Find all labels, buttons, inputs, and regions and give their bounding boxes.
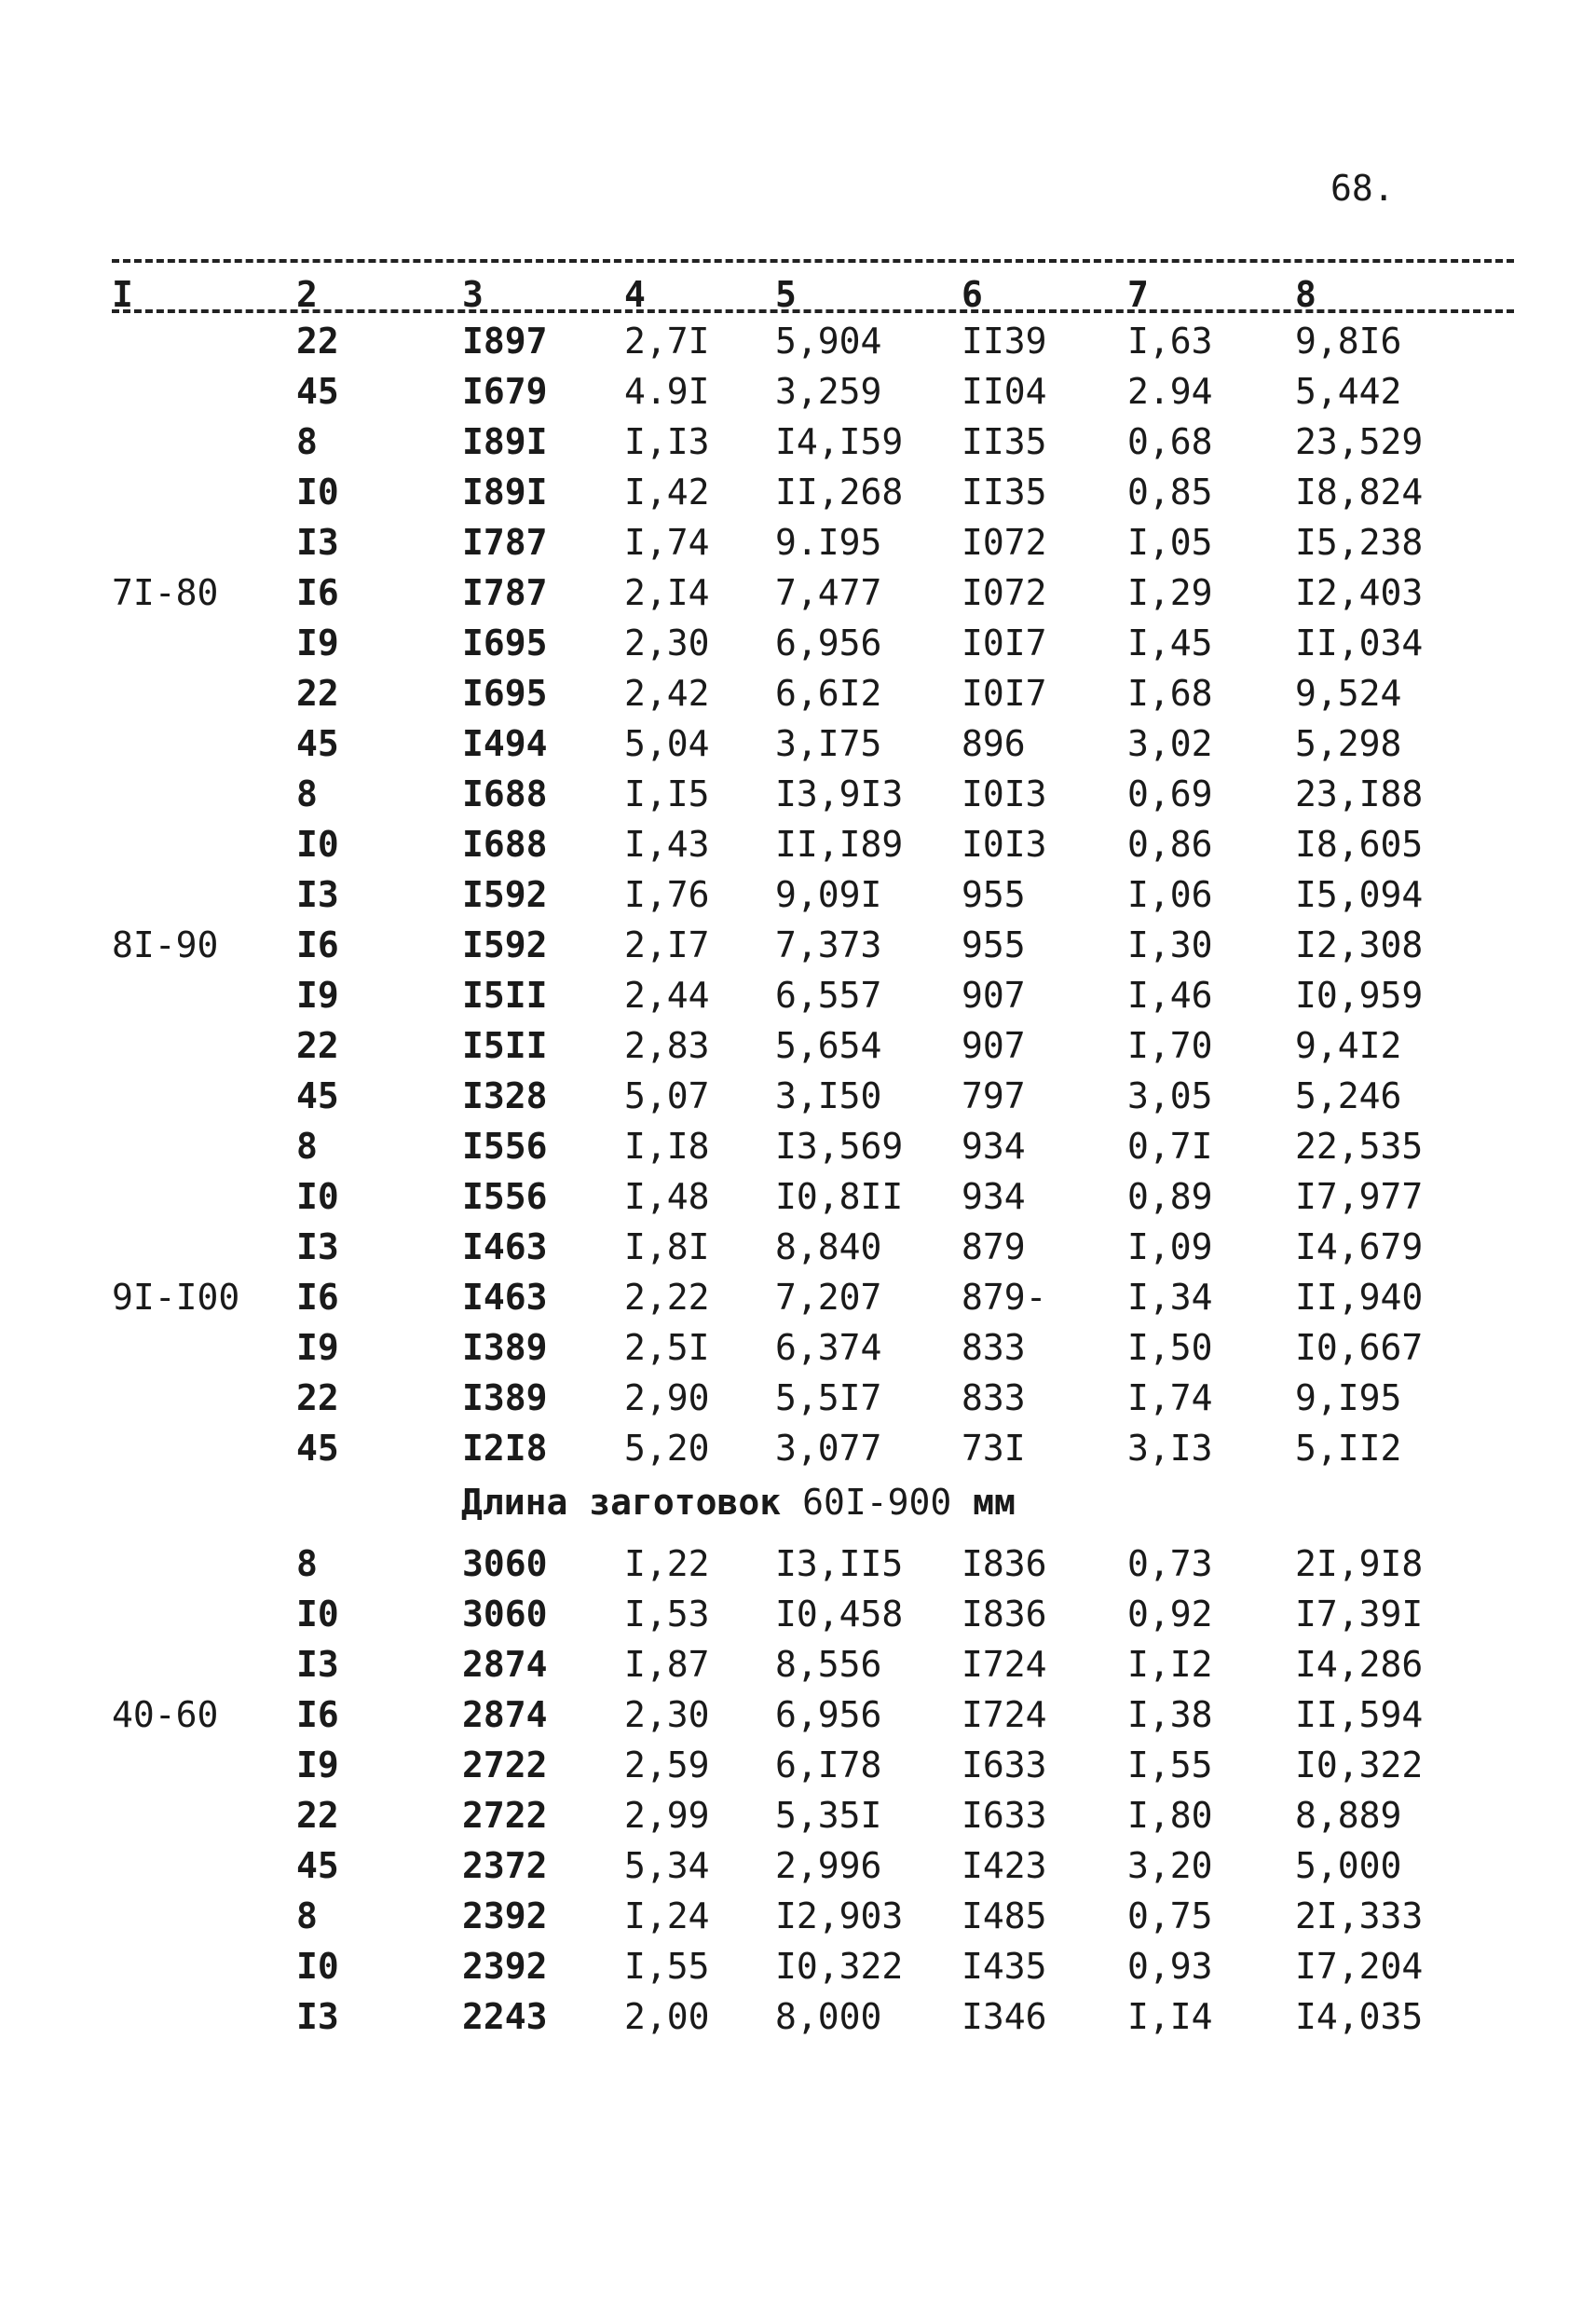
table-cell-col3: I897 bbox=[462, 321, 548, 362]
table-cell-col7: I,29 bbox=[1127, 572, 1213, 613]
table-cell-col4: I,I5 bbox=[624, 773, 710, 814]
table-cell-col4: 2,I4 bbox=[624, 572, 710, 613]
table-row bbox=[0, 719, 1596, 770]
table-row bbox=[0, 518, 1596, 568]
table-row bbox=[0, 468, 1596, 518]
table-cell-col7: I,I4 bbox=[1127, 1996, 1213, 2037]
table-cell-col8: I8,824 bbox=[1295, 472, 1424, 513]
table-cell-col2: I0 bbox=[296, 472, 339, 513]
table-cell-col2: I3 bbox=[296, 874, 339, 915]
table-cell-col3: I592 bbox=[462, 874, 548, 915]
table-row bbox=[0, 971, 1596, 1021]
table-cell-col6: 955 bbox=[962, 924, 1026, 965]
table-cell-col8: I2,308 bbox=[1295, 924, 1424, 965]
table-cell-col4: 2,30 bbox=[624, 622, 710, 664]
table-cell-col6: I346 bbox=[962, 1996, 1047, 2037]
table-cell-col5: 6,557 bbox=[775, 975, 882, 1016]
table-cell-col7: 2.94 bbox=[1127, 371, 1213, 412]
table-cell-col8: I7,977 bbox=[1295, 1176, 1424, 1217]
table-row bbox=[0, 1892, 1596, 1942]
section-title-label: Длина заготовок bbox=[461, 1482, 782, 1523]
table-cell-col6: 934 bbox=[962, 1126, 1026, 1167]
table-cell-col4: 4.9I bbox=[624, 371, 710, 412]
table-cell-col8: 8,889 bbox=[1295, 1795, 1402, 1836]
table-cell-col3: I389 bbox=[462, 1327, 548, 1368]
table-cell-col7: 0,68 bbox=[1127, 421, 1213, 462]
table-cell-col2: 45 bbox=[296, 1845, 339, 1886]
table-cell-col6: I423 bbox=[962, 1845, 1047, 1886]
table-cell-col3: 2722 bbox=[462, 1795, 548, 1836]
table-cell-col7: 3,02 bbox=[1127, 723, 1213, 764]
table-cell-col8: I5,094 bbox=[1295, 874, 1424, 915]
table-cell-col6: I0I3 bbox=[962, 824, 1047, 865]
table-cell-col6: I836 bbox=[962, 1594, 1047, 1635]
table-cell-col6: I724 bbox=[962, 1694, 1047, 1735]
table-cell-col4: 2,59 bbox=[624, 1744, 710, 1785]
table-cell-col6: 907 bbox=[962, 975, 1026, 1016]
table-cell-col2: 45 bbox=[296, 1075, 339, 1116]
table-cell-col6: I0I7 bbox=[962, 673, 1047, 714]
table-cell-col4: 2,00 bbox=[624, 1996, 710, 2037]
table-cell-col2: 22 bbox=[296, 673, 339, 714]
table-cell-col7: I,46 bbox=[1127, 975, 1213, 1016]
table-cell-col2: 22 bbox=[296, 321, 339, 362]
table-cell-col3: I688 bbox=[462, 824, 548, 865]
table-cell-col8: 5,298 bbox=[1295, 723, 1402, 764]
table-cell-col6: 833 bbox=[962, 1327, 1026, 1368]
table-cell-col3: I89I bbox=[462, 421, 548, 462]
table-cell-col4: I,24 bbox=[624, 1895, 710, 1936]
data-table-part2 bbox=[0, 1539, 1596, 2043]
table-cell-col4: I,76 bbox=[624, 874, 710, 915]
table-cell-col6: I435 bbox=[962, 1946, 1047, 1987]
table-row bbox=[0, 619, 1596, 669]
table-cell-col2: 8 bbox=[296, 1543, 318, 1584]
table-cell-col3: I463 bbox=[462, 1226, 548, 1267]
table-cell-col8: II,034 bbox=[1295, 622, 1424, 664]
table-cell-col2: I0 bbox=[296, 1176, 339, 1217]
table-cell-col8: 9,I95 bbox=[1295, 1377, 1402, 1418]
section-title-range: 60I-900 bbox=[802, 1482, 952, 1523]
table-cell-col4: 2,7I bbox=[624, 321, 710, 362]
table-cell-col8: II,594 bbox=[1295, 1694, 1424, 1735]
table-cell-col3: 2874 bbox=[462, 1644, 548, 1685]
column-header-3: 3 bbox=[462, 274, 484, 315]
table-cell-col7: I,80 bbox=[1127, 1795, 1213, 1836]
table-row bbox=[0, 770, 1596, 820]
column-header-6: 6 bbox=[962, 274, 983, 315]
table-cell-col8: 23,I88 bbox=[1295, 773, 1424, 814]
table-cell-col7: 0,73 bbox=[1127, 1543, 1213, 1584]
table-cell-col8: I4,679 bbox=[1295, 1226, 1424, 1267]
table-cell-col8: 9,8I6 bbox=[1295, 321, 1402, 362]
table-cell-col2: I9 bbox=[296, 1327, 339, 1368]
table-cell-col6: 833 bbox=[962, 1377, 1026, 1418]
table-cell-col4: I,87 bbox=[624, 1644, 710, 1685]
table-cell-col3: I679 bbox=[462, 371, 548, 412]
table-cell-col5: 6,I78 bbox=[775, 1744, 882, 1785]
table-cell-col7: I,45 bbox=[1127, 622, 1213, 664]
table-cell-col5: 3,259 bbox=[775, 371, 882, 412]
table-cell-col6: I724 bbox=[962, 1644, 1047, 1685]
table-cell-col3: I787 bbox=[462, 522, 548, 563]
table-cell-col5: I3,569 bbox=[775, 1126, 904, 1167]
table-cell-col2: I9 bbox=[296, 975, 339, 1016]
table-cell-col3: 2392 bbox=[462, 1946, 548, 1987]
table-cell-col2: I0 bbox=[296, 1946, 339, 1987]
table-cell-col6: II35 bbox=[962, 472, 1047, 513]
column-header-5: 5 bbox=[775, 274, 797, 315]
table-cell-col8: II,940 bbox=[1295, 1277, 1424, 1318]
table-cell-col2: I0 bbox=[296, 1594, 339, 1635]
table-cell-col2: 8 bbox=[296, 773, 318, 814]
table-row bbox=[0, 1122, 1596, 1172]
table-cell-col3: 2243 bbox=[462, 1996, 548, 2037]
column-header-1: I bbox=[112, 274, 133, 315]
table-cell-col6: 879 bbox=[962, 1226, 1026, 1267]
table-cell-col5: 2,996 bbox=[775, 1845, 882, 1886]
table-cell-col5: 5,654 bbox=[775, 1025, 882, 1066]
table-cell-col8: I4,035 bbox=[1295, 1996, 1424, 2037]
table-cell-col7: 3,20 bbox=[1127, 1845, 1213, 1886]
table-cell-col5: 6,374 bbox=[775, 1327, 882, 1368]
table-cell-col2: I9 bbox=[296, 1744, 339, 1785]
table-cell-col5: 6,6I2 bbox=[775, 673, 882, 714]
table-row bbox=[0, 367, 1596, 417]
table-cell-col3: I2I8 bbox=[462, 1428, 548, 1469]
table-cell-col5: 3,I50 bbox=[775, 1075, 882, 1116]
table-cell-col5: 6,956 bbox=[775, 622, 882, 664]
table-cell-col4: 5,07 bbox=[624, 1075, 710, 1116]
table-row bbox=[0, 1223, 1596, 1273]
table-cell-col3: I5II bbox=[462, 975, 548, 1016]
table-cell-col8: I2,403 bbox=[1295, 572, 1424, 613]
table-cell-col3: I688 bbox=[462, 773, 548, 814]
table-cell-col8: 5,442 bbox=[1295, 371, 1402, 412]
table-cell-col5: 3,077 bbox=[775, 1428, 882, 1469]
table-cell-col4: 2,30 bbox=[624, 1694, 710, 1735]
table-cell-col6: I0I7 bbox=[962, 622, 1047, 664]
table-cell-col5: I0,458 bbox=[775, 1594, 904, 1635]
table-cell-col7: I,30 bbox=[1127, 924, 1213, 965]
table-cell-col6: I836 bbox=[962, 1543, 1047, 1584]
table-row bbox=[0, 1172, 1596, 1223]
table-cell-col8: I7,204 bbox=[1295, 1946, 1424, 1987]
table-cell-col5: 5,904 bbox=[775, 321, 882, 362]
table-cell-col1: 8I-90 bbox=[112, 924, 219, 965]
table-cell-col6: I072 bbox=[962, 522, 1047, 563]
table-cell-col4: I,22 bbox=[624, 1543, 710, 1584]
table-cell-col5: II,I89 bbox=[775, 824, 904, 865]
table-row bbox=[0, 1992, 1596, 2043]
table-cell-col4: 2,83 bbox=[624, 1025, 710, 1066]
table-cell-col8: 5,246 bbox=[1295, 1075, 1402, 1116]
table-cell-col4: I,I8 bbox=[624, 1126, 710, 1167]
table-cell-col2: I3 bbox=[296, 522, 339, 563]
table-cell-col5: I4,I59 bbox=[775, 421, 904, 462]
table-cell-col8: 5,000 bbox=[1295, 1845, 1402, 1886]
table-cell-col4: 5,34 bbox=[624, 1845, 710, 1886]
table-cell-col8: 5,II2 bbox=[1295, 1428, 1402, 1469]
table-row bbox=[0, 568, 1596, 619]
table-cell-col2: I6 bbox=[296, 924, 339, 965]
table-cell-col5: I0,8II bbox=[775, 1176, 904, 1217]
column-header-2: 2 bbox=[296, 274, 318, 315]
table-row bbox=[0, 1791, 1596, 1841]
table-cell-col3: I695 bbox=[462, 622, 548, 664]
table-cell-col1: 40-60 bbox=[112, 1694, 219, 1735]
table-row bbox=[0, 1072, 1596, 1122]
table-cell-col3: I556 bbox=[462, 1126, 548, 1167]
table-row bbox=[0, 921, 1596, 971]
table-cell-col3: 3060 bbox=[462, 1543, 548, 1584]
column-header-4: 4 bbox=[624, 274, 646, 315]
table-cell-col8: I7,39I bbox=[1295, 1594, 1424, 1635]
table-cell-col8: 2I,9I8 bbox=[1295, 1543, 1424, 1584]
table-row bbox=[0, 1841, 1596, 1892]
table-cell-col6: 955 bbox=[962, 874, 1026, 915]
table-row bbox=[0, 1590, 1596, 1640]
table-cell-col7: 0,69 bbox=[1127, 773, 1213, 814]
table-cell-col6: I485 bbox=[962, 1895, 1047, 1936]
table-cell-col4: I,8I bbox=[624, 1226, 710, 1267]
table-cell-col8: 23,529 bbox=[1295, 421, 1424, 462]
table-cell-col2: I0 bbox=[296, 824, 339, 865]
table-cell-col6: II04 bbox=[962, 371, 1047, 412]
table-cell-col7: I,63 bbox=[1127, 321, 1213, 362]
table-cell-col4: I,48 bbox=[624, 1176, 710, 1217]
table-cell-col5: 9,09I bbox=[775, 874, 882, 915]
table-cell-col8: I4,286 bbox=[1295, 1644, 1424, 1685]
column-header-7: 7 bbox=[1127, 274, 1149, 315]
table-cell-col3: I787 bbox=[462, 572, 548, 613]
table-row bbox=[0, 1424, 1596, 1474]
table-cell-col3: I328 bbox=[462, 1075, 548, 1116]
table-cell-col6: 896 bbox=[962, 723, 1026, 764]
table-row bbox=[0, 1539, 1596, 1590]
table-cell-col3: I5II bbox=[462, 1025, 548, 1066]
table-cell-col8: I0,959 bbox=[1295, 975, 1424, 1016]
table-cell-col7: 0,92 bbox=[1127, 1594, 1213, 1635]
table-cell-col4: 5,20 bbox=[624, 1428, 710, 1469]
table-cell-col8: 2I,333 bbox=[1295, 1895, 1424, 1936]
table-cell-col6: II35 bbox=[962, 421, 1047, 462]
table-cell-col2: 45 bbox=[296, 723, 339, 764]
table-cell-col4: 2,42 bbox=[624, 673, 710, 714]
page-number: 68. bbox=[1330, 168, 1395, 209]
table-cell-col5: 9.I95 bbox=[775, 522, 882, 563]
table-cell-col8: I8,605 bbox=[1295, 824, 1424, 865]
table-cell-col2: 8 bbox=[296, 1126, 318, 1167]
table-row bbox=[0, 1690, 1596, 1741]
table-cell-col7: I,34 bbox=[1127, 1277, 1213, 1318]
table-cell-col3: 2722 bbox=[462, 1744, 548, 1785]
table-cell-col5: 7,207 bbox=[775, 1277, 882, 1318]
table-cell-col5: 7,477 bbox=[775, 572, 882, 613]
table-cell-col7: 0,93 bbox=[1127, 1946, 1213, 1987]
table-cell-col6: 879- bbox=[962, 1277, 1047, 1318]
table-cell-col4: I,43 bbox=[624, 824, 710, 865]
table-cell-col6: II39 bbox=[962, 321, 1047, 362]
table-cell-col8: 9,4I2 bbox=[1295, 1025, 1402, 1066]
column-header-8: 8 bbox=[1295, 274, 1316, 315]
table-cell-col7: 0,7I bbox=[1127, 1126, 1213, 1167]
table-cell-col2: I6 bbox=[296, 572, 339, 613]
table-cell-col5: 6,956 bbox=[775, 1694, 882, 1735]
table-cell-col2: I3 bbox=[296, 1226, 339, 1267]
table-cell-col2: 45 bbox=[296, 371, 339, 412]
table-cell-col4: I,42 bbox=[624, 472, 710, 513]
table-cell-col2: 22 bbox=[296, 1795, 339, 1836]
table-cell-col7: I,09 bbox=[1127, 1226, 1213, 1267]
table-cell-col4: I,55 bbox=[624, 1946, 710, 1987]
table-cell-col7: I,68 bbox=[1127, 673, 1213, 714]
table-cell-col7: 0,89 bbox=[1127, 1176, 1213, 1217]
table-cell-col7: I,I2 bbox=[1127, 1644, 1213, 1685]
table-cell-col6: 907 bbox=[962, 1025, 1026, 1066]
table-cell-col1: 7I-80 bbox=[112, 572, 219, 613]
table-cell-col4: 2,I7 bbox=[624, 924, 710, 965]
section-title bbox=[461, 1482, 1016, 1523]
table-cell-col2: 8 bbox=[296, 1895, 318, 1936]
table-cell-col7: 3,05 bbox=[1127, 1075, 1213, 1116]
table-cell-col7: 0,86 bbox=[1127, 824, 1213, 865]
table-cell-col3: 3060 bbox=[462, 1594, 548, 1635]
table-cell-col8: 9,524 bbox=[1295, 673, 1402, 714]
table-cell-col3: I89I bbox=[462, 472, 548, 513]
table-row bbox=[0, 317, 1596, 367]
table-cell-col1: 9I-I00 bbox=[112, 1277, 240, 1318]
table-cell-col4: 5,04 bbox=[624, 723, 710, 764]
table-cell-col2: I9 bbox=[296, 622, 339, 664]
table-cell-col2: I6 bbox=[296, 1277, 339, 1318]
table-cell-col7: I,38 bbox=[1127, 1694, 1213, 1735]
table-row bbox=[0, 1942, 1596, 1992]
table-row bbox=[0, 1021, 1596, 1072]
table-cell-col3: 2372 bbox=[462, 1845, 548, 1886]
table-cell-col5: 8,556 bbox=[775, 1644, 882, 1685]
table-cell-col5: 7,373 bbox=[775, 924, 882, 965]
table-cell-col2: I3 bbox=[296, 1644, 339, 1685]
table-cell-col7: I,05 bbox=[1127, 522, 1213, 563]
table-cell-col7: I,55 bbox=[1127, 1744, 1213, 1785]
table-cell-col5: 8,000 bbox=[775, 1996, 882, 2037]
table-cell-col3: I556 bbox=[462, 1176, 548, 1217]
table-cell-col3: I592 bbox=[462, 924, 548, 965]
table-cell-col2: 8 bbox=[296, 421, 318, 462]
table-cell-col2: I3 bbox=[296, 1996, 339, 2037]
table-cell-col4: 2,44 bbox=[624, 975, 710, 1016]
table-cell-col4: 2,22 bbox=[624, 1277, 710, 1318]
table-row bbox=[0, 820, 1596, 870]
table-row bbox=[0, 669, 1596, 719]
data-table-part1 bbox=[0, 317, 1596, 1474]
table-cell-col5: I0,322 bbox=[775, 1946, 904, 1987]
table-cell-col6: I072 bbox=[962, 572, 1047, 613]
table-cell-col7: I,74 bbox=[1127, 1377, 1213, 1418]
table-cell-col5: 3,I75 bbox=[775, 723, 882, 764]
table-cell-col8: 22,535 bbox=[1295, 1126, 1424, 1167]
table-cell-col5: 5,35I bbox=[775, 1795, 882, 1836]
table-cell-col7: 0,85 bbox=[1127, 472, 1213, 513]
table-cell-col8: I5,238 bbox=[1295, 522, 1424, 563]
table-cell-col8: I0,667 bbox=[1295, 1327, 1424, 1368]
table-cell-col4: I,74 bbox=[624, 522, 710, 563]
table-cell-col4: I,53 bbox=[624, 1594, 710, 1635]
table-cell-col7: I,70 bbox=[1127, 1025, 1213, 1066]
table-cell-col3: I494 bbox=[462, 723, 548, 764]
table-cell-col2: 45 bbox=[296, 1428, 339, 1469]
section-title-unit: мм bbox=[973, 1482, 1016, 1523]
header-dashed-rule bbox=[112, 309, 1514, 313]
table-row bbox=[0, 1323, 1596, 1374]
table-cell-col8: I0,322 bbox=[1295, 1744, 1424, 1785]
table-cell-col4: 2,5I bbox=[624, 1327, 710, 1368]
table-cell-col2: 22 bbox=[296, 1377, 339, 1418]
table-cell-col3: 2874 bbox=[462, 1694, 548, 1735]
table-cell-col3: 2392 bbox=[462, 1895, 548, 1936]
table-cell-col7: I,50 bbox=[1127, 1327, 1213, 1368]
table-cell-col7: 0,75 bbox=[1127, 1895, 1213, 1936]
table-cell-col6: I0I3 bbox=[962, 773, 1047, 814]
table-cell-col2: I6 bbox=[296, 1694, 339, 1735]
table-cell-col5: I3,9I3 bbox=[775, 773, 904, 814]
table-cell-col7: I,06 bbox=[1127, 874, 1213, 915]
table-row bbox=[0, 1741, 1596, 1791]
table-cell-col5: II,268 bbox=[775, 472, 904, 513]
top-dashed-rule bbox=[112, 259, 1514, 263]
table-cell-col3: I695 bbox=[462, 673, 548, 714]
table-cell-col6: 934 bbox=[962, 1176, 1026, 1217]
table-row bbox=[0, 870, 1596, 921]
table-row bbox=[0, 417, 1596, 468]
table-cell-col2: 22 bbox=[296, 1025, 339, 1066]
table-cell-col5: I2,903 bbox=[775, 1895, 904, 1936]
table-cell-col5: 8,840 bbox=[775, 1226, 882, 1267]
table-cell-col6: 73I bbox=[962, 1428, 1026, 1469]
table-row bbox=[0, 1374, 1596, 1424]
table-cell-col5: 5,5I7 bbox=[775, 1377, 882, 1418]
table-cell-col6: 797 bbox=[962, 1075, 1026, 1116]
table-cell-col4: 2,99 bbox=[624, 1795, 710, 1836]
table-cell-col3: I389 bbox=[462, 1377, 548, 1418]
table-cell-col6: I633 bbox=[962, 1795, 1047, 1836]
table-cell-col6: I633 bbox=[962, 1744, 1047, 1785]
table-cell-col5: I3,II5 bbox=[775, 1543, 904, 1584]
table-cell-col4: 2,90 bbox=[624, 1377, 710, 1418]
table-row bbox=[0, 1640, 1596, 1690]
table-cell-col4: I,I3 bbox=[624, 421, 710, 462]
table-cell-col3: I463 bbox=[462, 1277, 548, 1318]
table-cell-col7: 3,I3 bbox=[1127, 1428, 1213, 1469]
table-row bbox=[0, 1273, 1596, 1323]
